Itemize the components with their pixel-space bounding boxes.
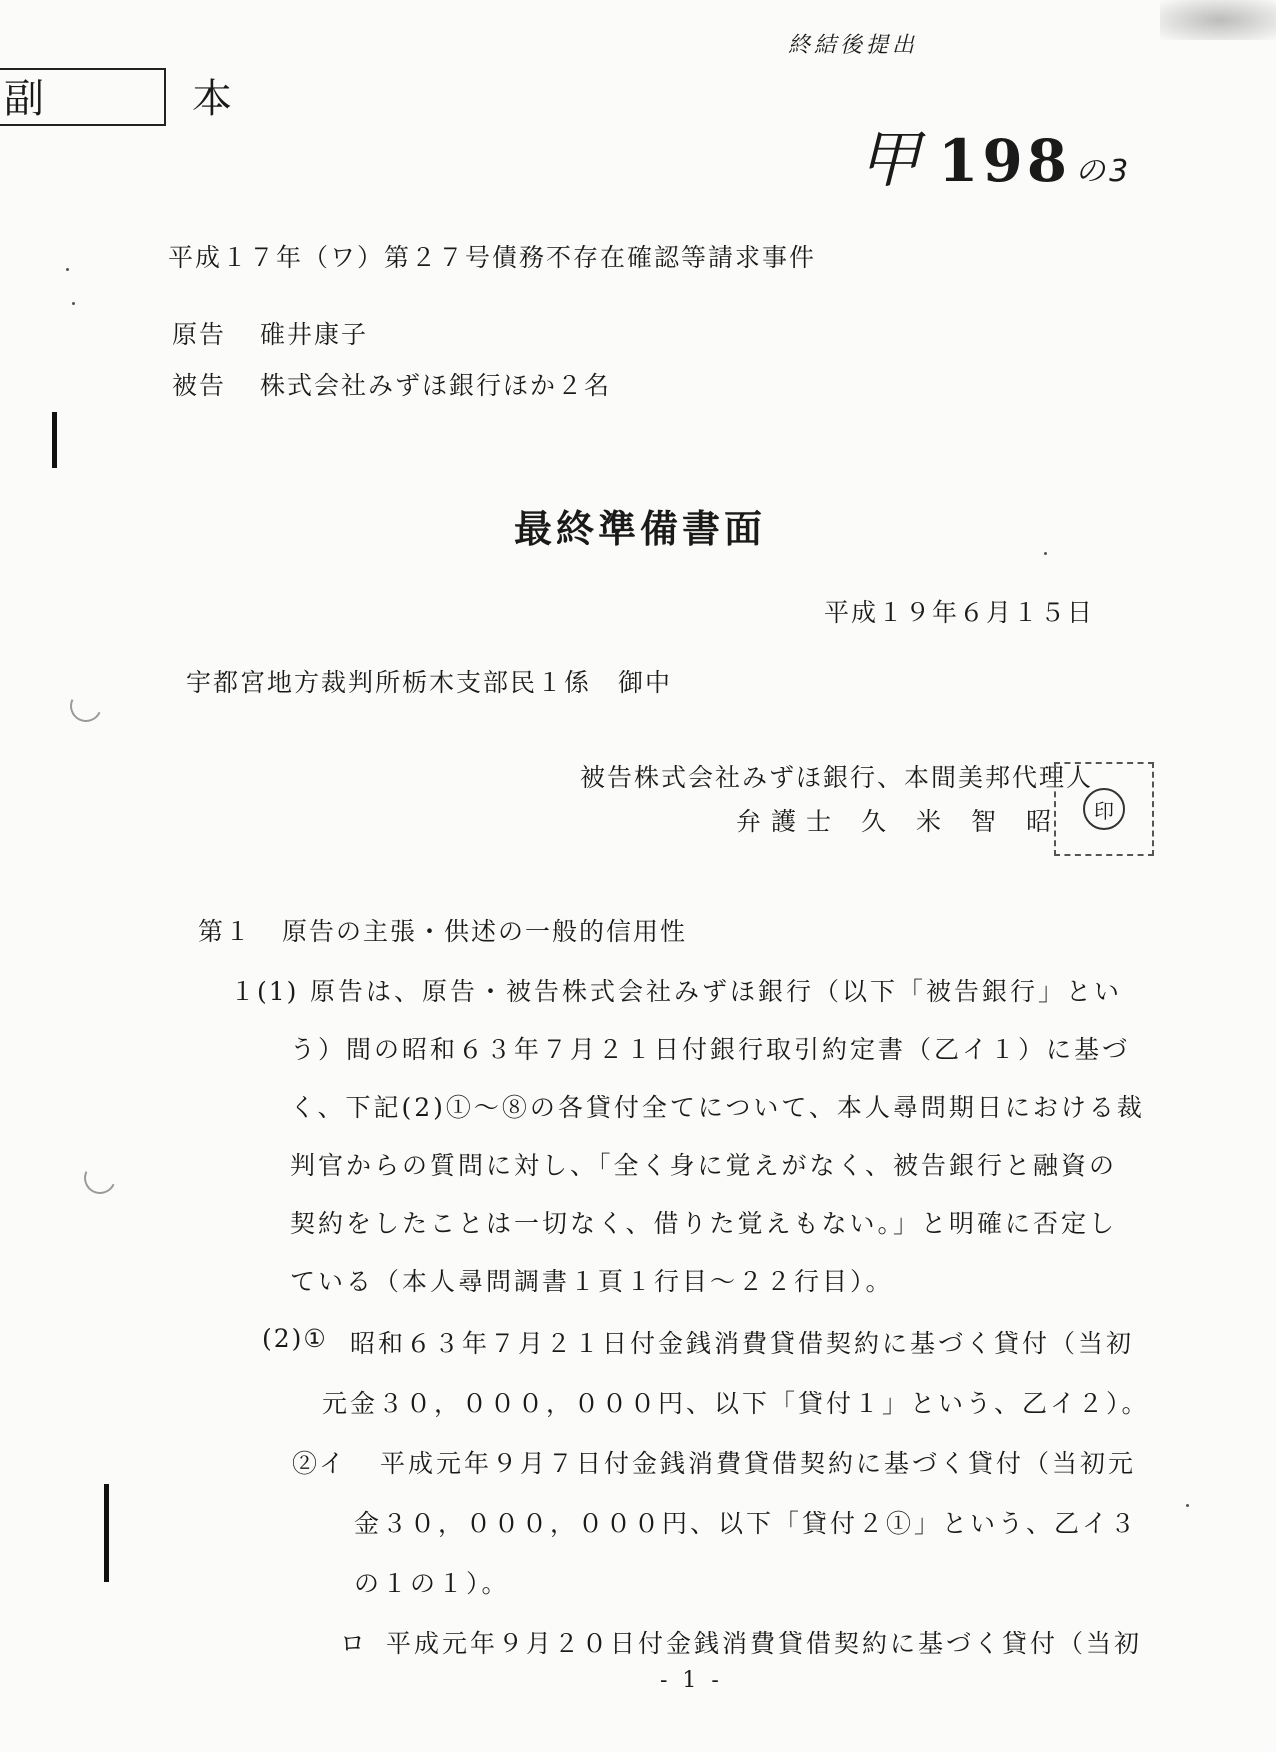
body-line: 平成元年９月７日付金銭消費貸借契約に基づく貸付（当初元 bbox=[380, 1449, 1137, 1478]
body-line: ている（本人尋問調書１頁１行目～２２行目）。 bbox=[290, 1267, 894, 1296]
attorney-title: 弁護士 bbox=[736, 807, 842, 836]
body-line: 判官からの質問に対し、「全く身に覚えがなく、被告銀行と融資の bbox=[290, 1151, 1118, 1180]
document-date: 平成１９年６月１５日 bbox=[824, 598, 1095, 627]
punch-hole-lower bbox=[79, 1157, 120, 1198]
plaintiff-line bbox=[172, 315, 368, 351]
scan-mark-left-upper bbox=[52, 412, 57, 468]
defendant-name: 株式会社みずほ銀行ほか２名 bbox=[260, 371, 612, 400]
section-label: 第１ bbox=[198, 917, 253, 946]
attorney-name-char: 久 bbox=[861, 807, 897, 836]
exhibit-number bbox=[858, 110, 1132, 199]
attorney-name-char: 米 bbox=[916, 807, 952, 836]
plaintiff-label: 原告 bbox=[172, 320, 227, 349]
scan-dot bbox=[1186, 1504, 1189, 1507]
attorney-name-char: 智 bbox=[971, 807, 1007, 836]
defendant-label: 被告 bbox=[172, 371, 227, 400]
exhibit-digits: 198 bbox=[938, 127, 1072, 195]
body-line: の１の１）。 bbox=[354, 1569, 510, 1598]
exhibit-suffix: の3 bbox=[1075, 154, 1133, 189]
court-addressee: 宇都宮地方裁判所栃木支部民１係 御中 bbox=[186, 668, 673, 697]
section-title: 原告の主張・供述の一般的信用性 bbox=[282, 917, 688, 946]
para-marker: ロ bbox=[340, 1629, 368, 1658]
para-marker: ②イ bbox=[292, 1449, 347, 1478]
case-number: 平成１７年（ワ）第２７号債務不存在確認等請求事件 bbox=[168, 243, 817, 272]
para-marker: (2)① bbox=[262, 1324, 328, 1353]
body-line: 金３０，０００，０００円、以下「貸付２①」という、乙イ３ bbox=[354, 1509, 1139, 1538]
defendant-line bbox=[172, 366, 611, 402]
seal-stamp bbox=[1054, 762, 1154, 856]
body-line: 平成元年９月２０日付金銭消費貸借契約に基づく貸付（当初 bbox=[386, 1629, 1143, 1658]
scan-dot bbox=[1044, 552, 1047, 555]
body-line: う）間の昭和６３年７月２１日付銀行取引約定書（乙イ１）に基づ bbox=[290, 1035, 1131, 1064]
scan-dot bbox=[66, 268, 69, 271]
body-line: く、下記(2)①～⑧の各貸付全てについて、本人尋問期日における裁 bbox=[290, 1093, 1145, 1122]
body-line: 元金３０，０００，０００円、以下「貸付１」という、乙イ２）。 bbox=[322, 1389, 1150, 1418]
plaintiff-name: 碓井康子 bbox=[260, 320, 369, 349]
seal-mark: 印 bbox=[1083, 788, 1125, 830]
attorney-name-line bbox=[736, 802, 1061, 838]
handwritten-note: 終結後提出 bbox=[788, 33, 919, 58]
body-line: 昭和６３年７月２１日付金銭消費貸借契約に基づく貸付（当初 bbox=[350, 1329, 1135, 1358]
scan-dot bbox=[72, 302, 75, 305]
body-line: 契約をしたことは一切なく、借りた覚えもない。」と明確に否定し bbox=[290, 1209, 1118, 1238]
page-number: - 1 - bbox=[660, 1668, 723, 1693]
section-heading bbox=[198, 912, 687, 948]
document-title: 最終準備書面 bbox=[514, 506, 767, 551]
scan-mark-left-lower bbox=[104, 1484, 109, 1582]
attorney-for: 被告株式会社みずほ銀行、本間美邦代理人 bbox=[580, 763, 1094, 792]
body-line: 原告は、原告・被告株式会社みずほ銀行（以下「被告銀行」とい bbox=[310, 977, 1123, 1006]
attorney-name-char: 昭 bbox=[1026, 807, 1062, 836]
scan-smudge bbox=[1160, 0, 1276, 40]
copy-stamp: 副 本 bbox=[0, 68, 166, 126]
para-marker: １(1) bbox=[230, 977, 299, 1006]
punch-hole-upper bbox=[65, 685, 106, 726]
exhibit-kou: 甲 bbox=[858, 123, 925, 196]
